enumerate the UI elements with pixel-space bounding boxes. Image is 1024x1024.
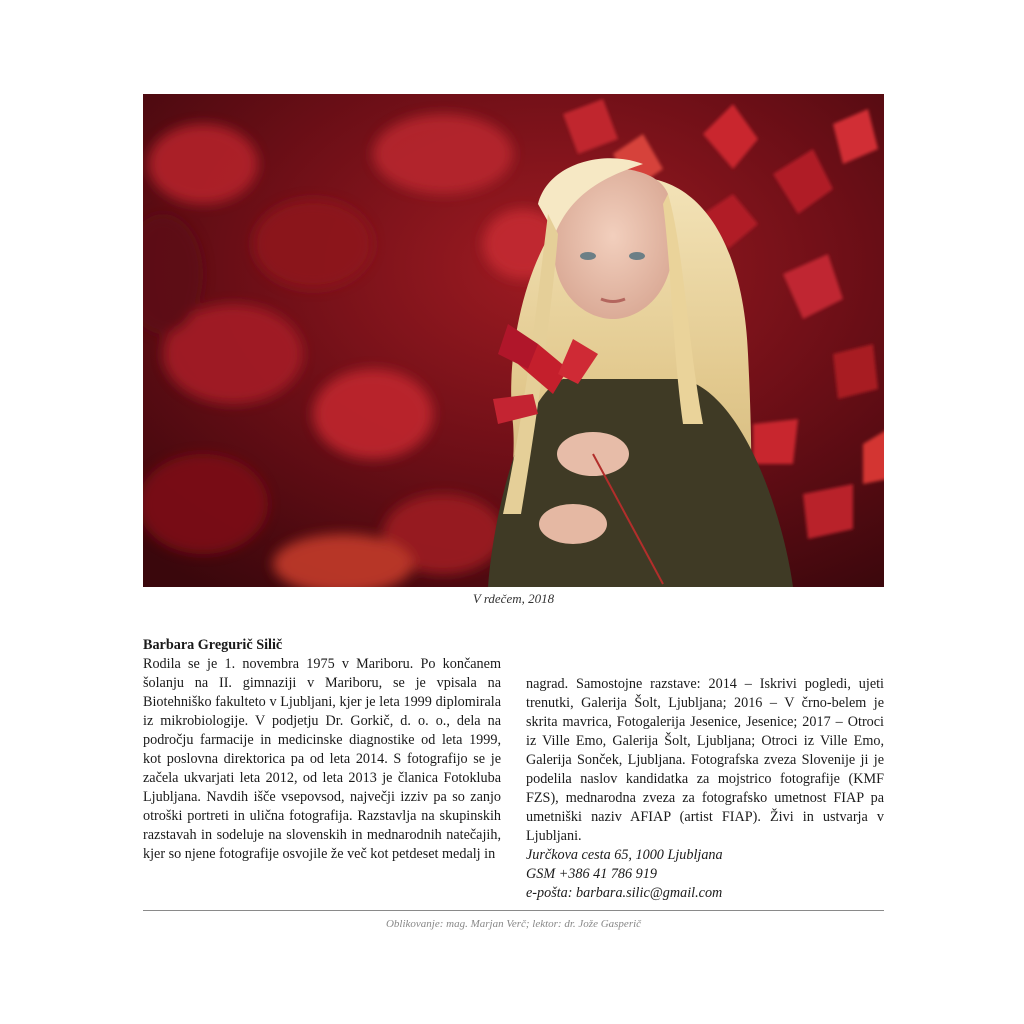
portrait-photo bbox=[143, 94, 884, 587]
contact-email: e-pošta: barbara.silic@gmail.com bbox=[526, 885, 723, 901]
bio-text-right: nagrad. Samostojne razstave: 2014 – Iskrivi pogledi, ujeti trenutki, Galerija Šolt, Ljubljana; 2016 – V črno-belem je skrita mavrica, Fotogalerija Jesenice, Jesenice; 2017 – Otroci iz Ville Emo, Galerija Šolt, Ljubljana; Otroci iz Ville Emo, Galerija Sonček, Ljubljana. Fotografska zveza Slovenije ji je podelila naslov kandidatka za mojstrico fotografije (KMF FZS), mednarodna zveza za fotografsko umetnost FIAP pa umetniški naziv AFIAP (artist FIAP). Živi in ustvarja v Ljubljani. bbox=[526, 676, 884, 844]
bio-columns bbox=[143, 655, 884, 903]
bio-column-right bbox=[526, 675, 884, 903]
author-name: Barbara Gregurič Silič bbox=[143, 637, 283, 653]
footer-divider bbox=[143, 910, 884, 911]
contact-address: Jurčkova cesta 65, 1000 Ljubljana bbox=[526, 847, 723, 863]
author-bio bbox=[143, 636, 884, 903]
bio-column-left bbox=[143, 655, 501, 903]
photo-caption: V rdečem, 2018 bbox=[472, 591, 555, 606]
bio-text-left: Rodila se je 1. novembra 1975 v Mariboru. Po končanem šolanju na II. gimnaziji v Mariboru, se je vpisala na Biotehniško fakulteto v Ljubljani, kjer je leta 1999 diplomirala iz mikrobiologije. V podjetju Dr. Gorkič, d. o. o., dela na področju farmacije in medicinske diagnostike od leta 1999, kot poslovna direktorica pa od leta 2014. S fotografijo se je začela ukvarjati leta 2012, od leta 2013 je članica Fotokluba Ljubljana. Navdih išče vsepovsod, največji izziv pa so zanjo otroški portreti in ulična fotografija. Razstavlja na skupinskih razstavah in sodeluje na slovenskih in mednarodnih natečajih, kjer so njene fotografije osvojile že več kot petdeset medalj in bbox=[143, 656, 501, 862]
contact-phone: GSM +386 41 786 919 bbox=[526, 866, 657, 882]
footer-credits: Oblikovanje: mag. Marjan Verč; lektor: dr. Jože Gasperič bbox=[385, 918, 642, 930]
portrait-photo-illustration bbox=[143, 94, 884, 587]
